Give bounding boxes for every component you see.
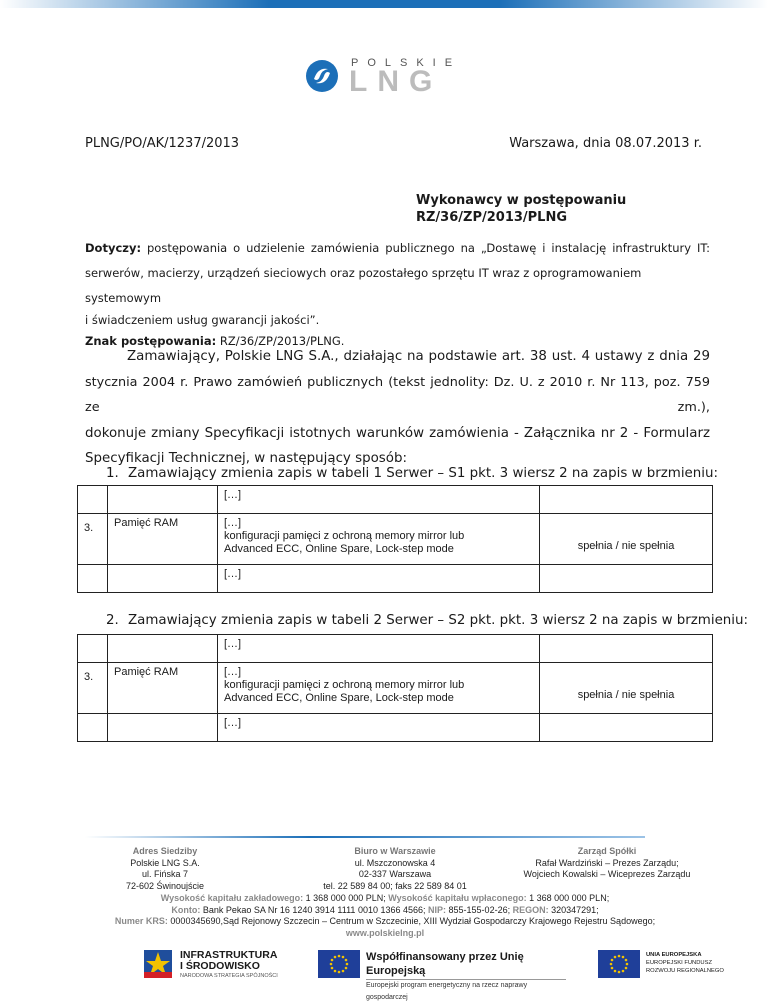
table-1-ellipsis-top: […] <box>218 486 540 514</box>
table-2-cell-empty <box>540 635 713 663</box>
table-2-cell-empty <box>108 714 218 742</box>
footer-divider <box>85 836 645 838</box>
ue-fund-block <box>646 951 756 975</box>
infra-line-3: NARODOWA STRATEGIA SPÓJNOŚCI <box>180 973 278 979</box>
footer-col-office-l2: 02-337 Warszawa <box>358 869 432 879</box>
infra-line-1: INFRASTRUKTURA <box>180 949 278 961</box>
table-2 <box>77 634 713 742</box>
footer-col-seat-head: Adres Siedziby <box>132 846 198 856</box>
eu-stars-icon <box>318 950 360 978</box>
recipient-line-1: Wykonawcy w postępowaniu <box>416 193 627 208</box>
table-2-ellipsis-top: […] <box>218 635 540 663</box>
footer-col-office <box>300 846 490 892</box>
table-1-req-line-1: konfiguracji pamięci z ochroną memory mirror lub <box>224 530 465 542</box>
table-1-row-number: 3. <box>78 514 108 565</box>
footer-col-seat-l3: 72-602 Świnoujście <box>125 880 205 891</box>
infrastruktura-logo <box>140 946 280 982</box>
item-2-number: 2. <box>106 613 119 628</box>
eu-stars-2-icon <box>598 950 640 978</box>
capital-value: 1 368 000 000 PLN; <box>303 893 386 903</box>
table-1-cell-empty <box>78 565 108 593</box>
table-2-cell-empty <box>78 635 108 663</box>
body-line-4: Specyfikacji Technicznej, w następujący sposób: <box>85 451 407 466</box>
table-1-param: Pamięć RAM <box>108 514 218 565</box>
table-1-cell-empty <box>540 486 713 514</box>
table-1-cell-empty <box>108 565 218 593</box>
table-2-row-number: 3. <box>78 663 108 714</box>
footer-col-seat <box>90 846 240 892</box>
footer-company-info <box>40 893 730 939</box>
regon-label: REGON: <box>510 904 549 915</box>
logo-bottom-text: LNG <box>349 65 443 98</box>
table-2-req-line-2: Advanced ECC, Online Spare, Lock-step mode <box>224 692 454 704</box>
ue-line-3: ROZWOJU REGIONALNEGO <box>646 968 724 974</box>
table-1 <box>77 485 713 593</box>
body-paragraph <box>85 344 710 472</box>
table-1-ellipsis-bottom: […] <box>218 565 540 593</box>
table-1-cell-empty <box>78 486 108 514</box>
nip-value: 855-155-02-26; <box>446 904 511 915</box>
document-reference: PLNG/PO/AK/1237/2013 <box>85 136 240 151</box>
regon-value: 320347291; <box>548 904 599 915</box>
item-1-text: Zamawiający zmienia zapis w tabeli 1 Serwer – S1 pkt. 3 wiersz 2 na zapis w brzmieniu: <box>128 466 718 481</box>
footer-info-line-1 <box>40 893 730 905</box>
cofinanced-block <box>366 950 566 1004</box>
subject-text-1: postępowania o udzielenie zamówienia publicznego na „Dostawę i instalację infrastruktury IT: <box>141 241 710 255</box>
footer-col-office-l3: tel. 22 589 84 00; faks 22 589 84 01 <box>323 880 467 891</box>
recipient-block <box>416 192 626 226</box>
table-1-cell-empty <box>540 565 713 593</box>
ue-line-2: EUROPEJSKI FUNDUSZ <box>646 960 713 966</box>
body-line-1: Zamawiający, Polskie LNG S.A., działając na podstawie art. 38 ust. 4 ustawy z dnia 29 <box>127 349 710 364</box>
cofinanced-title: Współfinansowany przez Unię Europejską <box>366 951 524 977</box>
table-2-cell-empty <box>540 714 713 742</box>
paid-capital-value: 1 368 000 000 PLN; <box>526 893 610 903</box>
footer-col-office-head: Biuro w Warszawie <box>354 846 436 856</box>
item-1-number: 1. <box>106 466 119 481</box>
krs-value: 0000345690,Sąd Rejonowy Szczecin – Centrum w Szczecinie, XIII Wydział Gospodarczy Krajowego Rejestru Sądowego; <box>167 916 656 926</box>
footer-col-board-l1: Rafał Wardziński – Prezes Zarządu; <box>535 857 679 868</box>
table-2-cell-empty <box>78 714 108 742</box>
procedure-sign-value: RZ/36/ZP/2013/PLNG. <box>216 334 345 348</box>
eu-flag-icon <box>318 950 360 978</box>
subject-line-2: serwerów, macierzy, urządzeń sieciowych oraz pozostałego sprzętu IT wraz z oprogramowaniem systemowym <box>85 266 642 305</box>
footer-website: www.polskielng.pl <box>345 927 425 938</box>
subject-label: Dotyczy: <box>85 241 142 255</box>
logo-top-text: POLSKIE <box>351 57 462 69</box>
footer-info-line-3 <box>40 916 730 928</box>
recipient-line-2: RZ/36/ZP/2013/PLNG <box>416 210 568 225</box>
account-label: Konto: <box>171 904 201 915</box>
table-2-requirement <box>218 663 540 714</box>
infra-line-2: I ŚRODOWISKO <box>180 960 260 972</box>
subject-line-1 <box>85 236 710 261</box>
table-2-status: spełnia / nie spełnia <box>540 663 713 714</box>
footer-col-seat-l1: Polskie LNG S.A. <box>130 857 200 868</box>
nip-label: NIP: <box>425 904 447 915</box>
footer-col-board-head: Zarząd Spółki <box>577 846 637 856</box>
table-1-ellipsis-mid: […] <box>224 517 242 529</box>
cofinanced-subtitle: Europejski program energetyczny na rzecz naprawy gospodarczej <box>366 979 566 1004</box>
ue-line-1: UNIA EUROPEJSKA <box>646 952 702 958</box>
subject-block <box>85 236 710 352</box>
header-accent-bar <box>0 0 768 8</box>
table-1-status: spełnia / nie spełnia <box>540 514 713 565</box>
table-2-param: Pamięć RAM <box>108 663 218 714</box>
document-date: Warszawa, dnia 08.07.2013 r. <box>509 136 702 151</box>
table-2-ellipsis-mid: […] <box>224 666 242 678</box>
paid-capital-label: Wysokość kapitału wpłaconego: <box>385 893 527 903</box>
footer-col-office-l1: ul. Mszczonowska 4 <box>354 857 436 868</box>
table-2-ellipsis-bottom: […] <box>218 714 540 742</box>
table-2-cell-empty <box>108 635 218 663</box>
table-2-req-line-1: konfiguracji pamięci z ochroną memory mirror lub <box>224 679 465 691</box>
infrastruktura-emblem-icon <box>140 946 176 982</box>
footer-col-seat-l2: ul. Fińska 7 <box>141 869 189 879</box>
table-1-req-line-2: Advanced ECC, Online Spare, Lock-step mode <box>224 543 454 555</box>
krs-label: Numer KRS: <box>114 916 168 926</box>
eu-flag-2-icon <box>598 950 640 978</box>
body-line-3: dokonuje zmiany Specyfikacji istotnych warunków zamówienia - Załącznika nr 2 - Formularz <box>85 425 710 441</box>
item-2-text: Zamawiający zmienia zapis w tabeli 2 Serwer – S2 pkt. pkt. 3 wiersz 2 na zapis w brzmieniu: <box>128 613 749 628</box>
account-value: Bank Pekao SA Nr 16 1240 3914 1111 0010 1366 4566; <box>200 904 426 915</box>
procedure-sign-label: Znak postępowania: <box>85 334 217 348</box>
capital-label: Wysokość kapitału zakładowego: <box>160 893 304 903</box>
footer-info-line-2 <box>40 905 730 917</box>
table-1-requirement <box>218 514 540 565</box>
table-1-cell-empty <box>108 486 218 514</box>
subject-line-3: i świadczeniem usług gwarancji jakości”. <box>85 313 320 327</box>
body-line-2: stycznia 2004 r. Prawo zamówień publicznych (tekst jednolity: Dz. U. z 2010 r. Nr 113, poz. 759 ze zm.), <box>85 374 710 415</box>
footer-col-board-l2: Wojciech Kowalski – Wiceprezes Zarządu <box>523 869 691 879</box>
footer-col-board <box>498 846 716 881</box>
polskie-lng-logo <box>305 55 485 97</box>
